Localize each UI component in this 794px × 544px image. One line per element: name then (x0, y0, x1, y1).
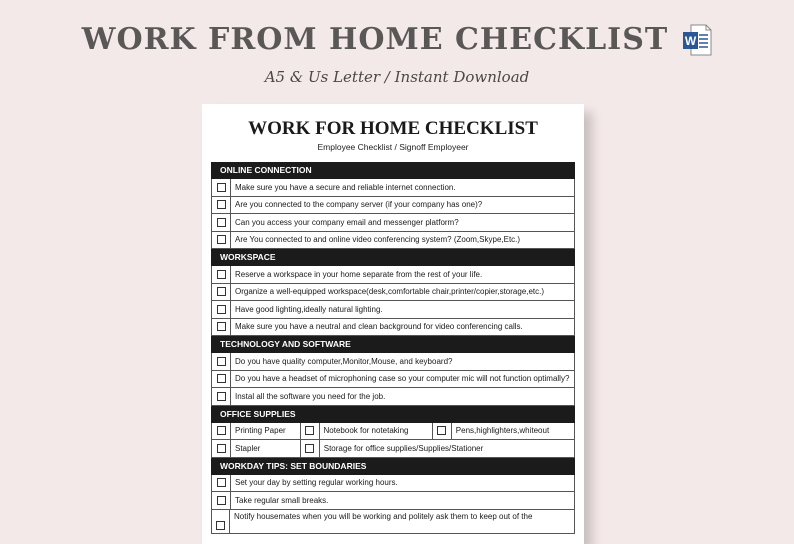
checklist-row (211, 353, 575, 371)
checklist-item-text: Instal all the software you need for the job. (235, 391, 386, 401)
checkbox[interactable] (217, 357, 226, 366)
checklist-row (211, 266, 575, 284)
checkbox[interactable] (217, 218, 226, 227)
checklist-row (211, 492, 575, 510)
checklist-row (211, 197, 575, 215)
checklist-item-text: Storage for office supplies/Supplies/Stationer (323, 443, 484, 453)
checkbox[interactable] (217, 183, 226, 192)
checklist-item-text: Printing Paper (235, 426, 286, 436)
checkbox-cell (212, 492, 231, 509)
checklist-grid-row (211, 440, 575, 458)
section-header: ONLINE CONNECTION (211, 162, 575, 179)
checkbox-cell (212, 232, 231, 249)
checkbox-cell (212, 319, 231, 336)
checkbox[interactable] (216, 521, 225, 530)
checkbox-cell (212, 353, 231, 370)
checkbox[interactable] (217, 235, 226, 244)
checklist-item-text: Reserve a workspace in your home separate from the rest of your life. (235, 269, 483, 279)
checklist-row (211, 214, 575, 232)
word-document-icon (682, 24, 712, 56)
checkbox-cell (212, 301, 231, 318)
document-subtitle: Employee Checklist / Signoff Employeer (317, 142, 469, 152)
document-title: WORK FOR HOME CHECKLIST (248, 118, 538, 139)
checklist-item-text: Pens,highlighters,whiteout (455, 426, 550, 436)
checkbox[interactable] (217, 478, 226, 487)
checklist-row (211, 388, 575, 406)
banner-subtitle: A5 & Us Letter / Instant Download (264, 68, 530, 86)
checklist-table (211, 162, 575, 534)
checklist-item-text: Stapler (235, 443, 261, 453)
checklist-item-text: Have good lighting,ideally natural lighting. (235, 304, 383, 314)
checkbox-cell (212, 197, 231, 214)
checklist-grid-cell (433, 423, 574, 440)
checklist-row (211, 232, 575, 250)
checkbox[interactable] (217, 426, 226, 435)
banner-title: WORK FROM HOME CHECKLIST (81, 22, 669, 57)
checklist-item-text: Take regular small breaks. (235, 495, 329, 505)
checklist-item-text: Are you connected to the company server (if your company has one)? (235, 200, 483, 210)
checkbox-cell (212, 388, 231, 405)
section-header: WORKSPACE (211, 249, 575, 266)
checklist-grid-cell (301, 423, 433, 440)
checklist-item-text: Do you have a headset of microphoning case so your computer mic will not function optimally? (235, 374, 570, 384)
checkbox-cell (433, 423, 452, 440)
checkbox[interactable] (217, 322, 226, 331)
checklist-sheet (202, 104, 584, 544)
checklist-item-text: Notify housemates when you will be working and politely ask them to keep out of the (234, 511, 533, 521)
checklist-row (211, 301, 575, 319)
checkbox[interactable] (217, 496, 226, 505)
word-icon-letter: W (685, 33, 697, 48)
checkbox[interactable] (217, 200, 226, 209)
section-header: OFFICE SUPPLIES (211, 406, 575, 423)
section-header: WORKDAY TIPS: SET BOUNDARIES (211, 458, 575, 475)
checklist-item-text: Set your day by setting regular working hours. (235, 478, 398, 488)
checkbox[interactable] (217, 270, 226, 279)
banner-title-row (0, 22, 794, 57)
checkbox-cell (301, 423, 320, 440)
checklist-item-text: Notebook for notetaking (323, 426, 409, 436)
checklist-grid-cell (212, 440, 301, 457)
checkbox-cell (212, 371, 231, 388)
checkbox[interactable] (217, 374, 226, 383)
checklist-item-text: Can you access your company email and messenger platform? (235, 217, 459, 227)
checkbox[interactable] (305, 444, 314, 453)
checklist-item-text: Make sure you have a secure and reliable internet connection. (235, 182, 456, 192)
checklist-row (211, 179, 575, 197)
checklist-item-text: Organize a well-equipped workspace(desk,comfortable chair,printer/copier,storage,etc.) (235, 287, 545, 297)
checklist-grid-row (211, 423, 575, 441)
checkbox-cell (212, 510, 230, 533)
checklist-item-text: Are You connected to and online video conferencing system? (Zoom,Skype,Etc.) (235, 235, 521, 245)
checklist-item-text: Make sure you have a neutral and clean background for video conferencing calls. (235, 322, 523, 332)
checklist-row (211, 319, 575, 337)
checkbox-cell (212, 423, 231, 440)
checkbox-cell (212, 440, 231, 457)
checklist-grid-cell (301, 440, 574, 457)
checkbox[interactable] (217, 305, 226, 314)
checkbox[interactable] (437, 426, 446, 435)
checklist-grid-cell (212, 423, 301, 440)
checkbox-cell (212, 284, 231, 301)
checklist-row (211, 371, 575, 389)
checkbox[interactable] (217, 444, 226, 453)
checkbox-cell (212, 214, 231, 231)
checkbox-cell (301, 440, 320, 457)
checkbox[interactable] (305, 426, 314, 435)
checkbox-cell (212, 266, 231, 283)
checkbox-cell (212, 475, 231, 492)
section-header: TECHNOLOGY AND SOFTWARE (211, 336, 575, 353)
checkbox-cell (212, 179, 231, 196)
checklist-row (211, 475, 575, 493)
checkbox[interactable] (217, 392, 226, 401)
checklist-row (211, 284, 575, 302)
checklist-item-text: Do you have quality computer,Monitor,Mouse, and keyboard? (235, 356, 453, 366)
checkbox[interactable] (217, 287, 226, 296)
checklist-row (211, 510, 575, 534)
